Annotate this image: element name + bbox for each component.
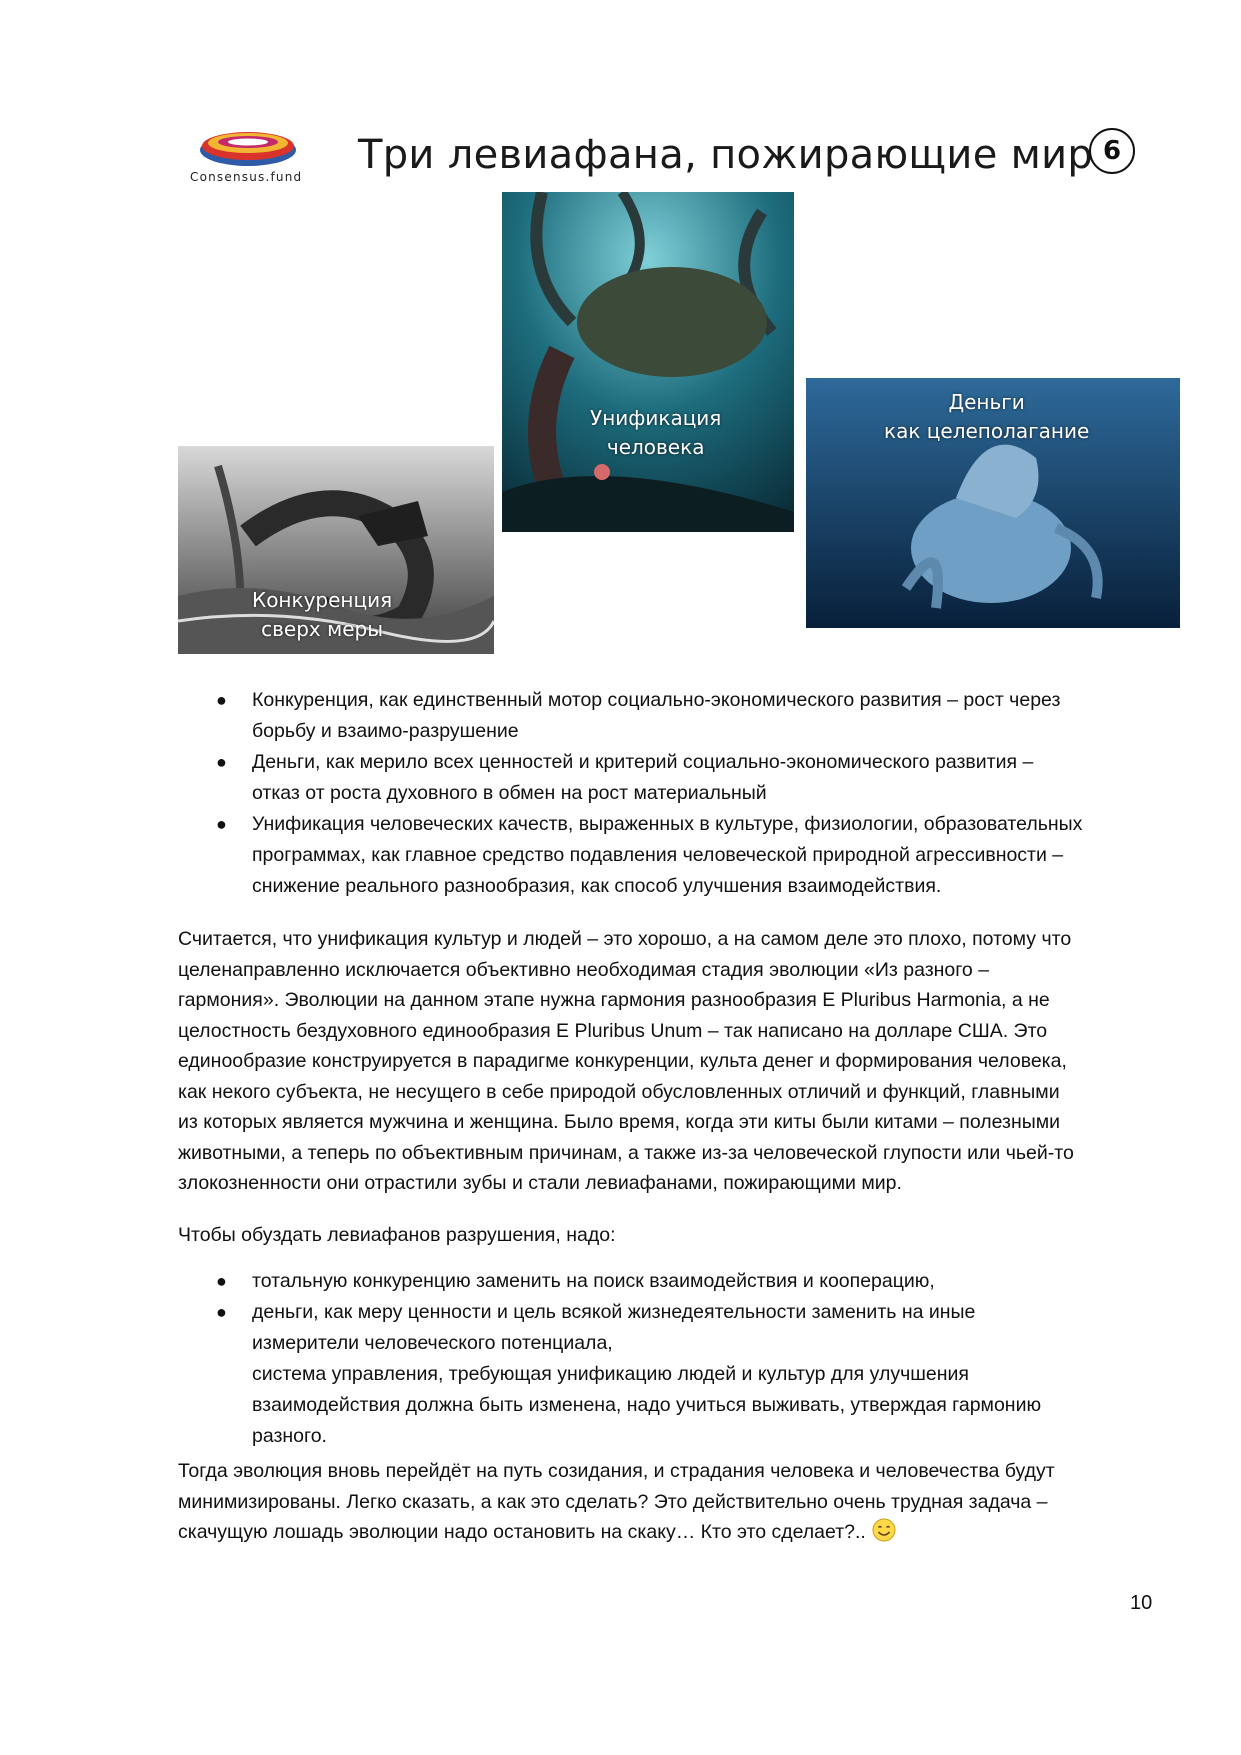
money-caption: Деньги как целеполагание [884, 390, 1090, 443]
list-item: ● тотальную конкуренцию заменить на поиск взаимодействия и кооперацию, [216, 1270, 935, 1292]
page-title: Три левиафана, пожирающие мир [358, 132, 1094, 178]
main-paragraph: Считается, что унификация культур и людей – это хорошо, а на самом деле это плохо, потому что целенаправленно исключается объективно необходимая стадия эволюции «Из разного – гармония». Эволюции на данном этапе нужна гармония разнообразия E Pluribus Harmonia, а не целостность бездуховного единообразия E Pluribus Unum – так написано на долларе США. Это единообразие конструируется в парадигме конкуренции, культа денег и формирования человека, как некого субъекта, не несущего в себе природой обусловленных отличий и функций, главными из которых является мужчина и женщина. Было время, когда эти киты были китами – полезными животными, а теперь по объективным причинам, а также из-за человеческой глупости или чьей-то злокозненности они отрастили зубы и стали левиафанами, пожирающими мир. [178, 928, 1074, 1194]
list-item: ● Деньги, как мерило всех ценностей и критерий социально-экономического развития – отказ от роста духовного в обмен на рост материальный [216, 751, 1034, 804]
competition-leviathan-image [178, 446, 494, 654]
measures-list [216, 1266, 1176, 1452]
list-item: ● Конкуренция, как единственный мотор социально-экономического развития – рост через борьбу и взаимо-разрушение [216, 689, 1061, 742]
intro-paragraph: Чтобы обуздать левиафанов разрушения, надо: [178, 1224, 616, 1246]
unification-leviathan-image [502, 192, 794, 532]
competition-caption: Конкуренция сверх меры [252, 588, 393, 641]
list-item: ● деньги, как меру ценности и цель всякой жизнедеятельности заменить на иные измерители человеческого потенциала, система управления, требующая унификацию людей и культур для улучшения взаимодействия должна быть изменена, надо учиться выживать, утверждая гармонию разного. [216, 1301, 1042, 1447]
logo-text: Consensus.fund [190, 170, 303, 184]
list-item: ● Унификация человеческих качеств, выраженных в культуре, физиологии, образовательных программах, как главное средство подавления человеческой природной агрессивности – снижение реального разнообразия, как способ улучшения взаимодействия. [216, 813, 1083, 897]
logo-ring-icon [196, 126, 306, 170]
conclusion-paragraph: Тогда эволюция вновь перейдёт на путь созидания, и страдания человека и человечества будут минимизированы. Легко сказать, а как это сделать? Это действительно очень трудная задача – скачущую лошадь эволюции надо остановить на скаку… Кто это сделает?.. [178, 1460, 1055, 1543]
smiley-icon [872, 1518, 896, 1542]
consensus-logo [190, 126, 310, 186]
leviathans-list [216, 685, 1176, 902]
section-number-badge: 6 [1089, 128, 1135, 174]
page-number: 10 [1130, 1592, 1153, 1614]
money-leviathan-image [806, 378, 1180, 628]
unification-caption: Унификация человека [590, 406, 722, 459]
